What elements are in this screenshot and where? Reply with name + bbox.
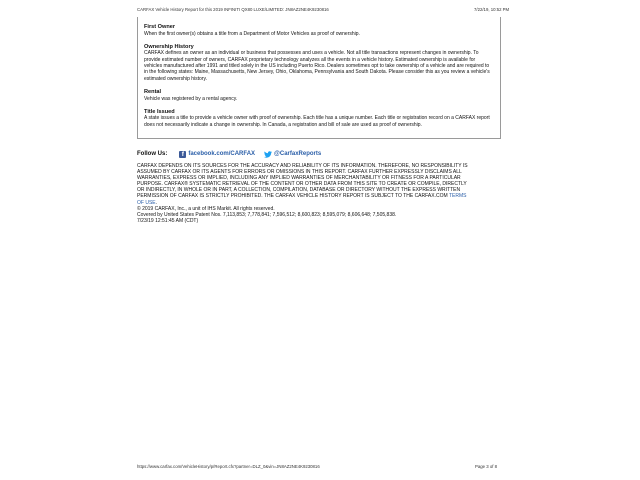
glossary-term-body: When the first owner(s) obtains a title from a Department of Motor Vehicles as proof of ownership. — [144, 30, 360, 37]
glossary-term-body: A state issues a title to provide a vehicle owner with proof of ownership. Each title has a unique number. Each title or registration record on a CARFAX report does not necessarily indicate a change in ownership. In Canada, a registration and bill of sale are used as proof of ownership. — [144, 115, 490, 128]
glossary-term-title: Ownership History — [144, 43, 194, 50]
glossary-term-body: CARFAX defines an owner as an individual or business that possesses and uses a vehicle. Not all title transactions represent changes in ownership. To provide estimated number of owners, CARFAX proprietary technology analyzes all the events in a vehicle history. Estimated ownership is available for vehicles manufactured after 1991 and titled solely in the US including Puerto Rico. Dealers sometimes opt to take ownership of a vehicle and are required to in the following states: Maine, Massachusetts, New Jersey, Ohio, Oklahoma, Pennsylvania and South Dakota. Please consider this as you review a vehicle's estimated ownership history. — [144, 50, 490, 82]
glossary-ownership-history — [144, 44, 494, 82]
print-header-datetime: 7/22/19, 10:52 PM — [474, 7, 510, 12]
legal-disclaimer — [137, 163, 473, 224]
twitter-link[interactable]: @CarfaxReports — [274, 151, 322, 157]
report-timestamp: 7/23/19 12:51:45 AM (CDT) — [137, 217, 199, 224]
glossary-first-owner — [144, 24, 494, 37]
glossary-title-issued — [144, 109, 494, 128]
facebook-link[interactable]: facebook.com/CARFAX — [188, 151, 256, 157]
print-footer-url: https://www.carfax.com/VehicleHistory/p/Report.cfx?partner=DLZ_0&vin=JN8AZ2NE4K9230816 — [137, 464, 320, 469]
glossary-rental — [144, 89, 494, 102]
disclaimer-text: CARFAX DEPENDS ON ITS SOURCES FOR THE ACCURACY AND RELIABILITY OF ITS INFORMATION. THEREFORE, NO RESPONSIBILITY IS ASSUMED BY CARFAX OR ITS AGENTS FOR ERRORS OR OMISSIONS IN THIS REPORT. CARFAX FURTHER EXPRESSLY DISCLAIMS ALL WARRANTIES, EXPRESS OR IMPLIED, INCLUDING ANY IMPLIED WARRANTIES OF MERCHANTABILITY OR FITNESS FOR A PARTICULAR PURPOSE. CARFAX® SYSTEMATIC RETRIEVAL OF THE CONTENT OR OTHER DATA FROM THIS SITE TO CREATE OR COMPILE, DIRECTLY OR INDIRECTLY, IN WHOLE OR IN PART, A COLLECTION, COMPILATION, DATABASE OR DIRECTORY WITHOUT THE EXPRESS WRITTEN PERMISSION OF CARFAX IS STRICTLY PROHIBITED. THE CARFAX VEHICLE HISTORY REPORT IS SUBJECT TO THE CARFAX.COM — [137, 163, 468, 200]
glossary-term-title: First Owner — [144, 24, 176, 30]
facebook-icon[interactable]: f — [179, 151, 186, 158]
glossary-term-title: Rental — [144, 88, 162, 95]
terms-of-use-link[interactable]: TERMS OF USE — [137, 193, 467, 206]
twitter-icon[interactable] — [264, 151, 272, 158]
disclaimer-text-end: . — [155, 199, 158, 206]
print-footer-page: Page 3 of 8 — [475, 464, 497, 469]
patents-line: Covered by United States Patent Nos. 7,113,853; 7,778,841; 7,596,512; 8,600,823; 8,595,079; 8,606,648; 7,505,838. — [137, 211, 397, 218]
print-header-title: CARFAX Vehicle History Report for this 2019 INFINITI QX80 LUXE/LIMITED: JN8AZ2NE4K9230816 — [137, 7, 329, 12]
glossary-term-title: Title Issued — [144, 108, 175, 115]
follow-us-label: Follow Us: — [137, 151, 168, 157]
glossary-term-body: Vehicle was registered by a rental agency. — [144, 95, 238, 102]
follow-us-bar — [137, 149, 321, 159]
glossary-box — [137, 17, 501, 139]
copyright-line: © 2019 CARFAX, Inc., a unit of IHS Markit. All rights reserved. — [137, 205, 275, 212]
